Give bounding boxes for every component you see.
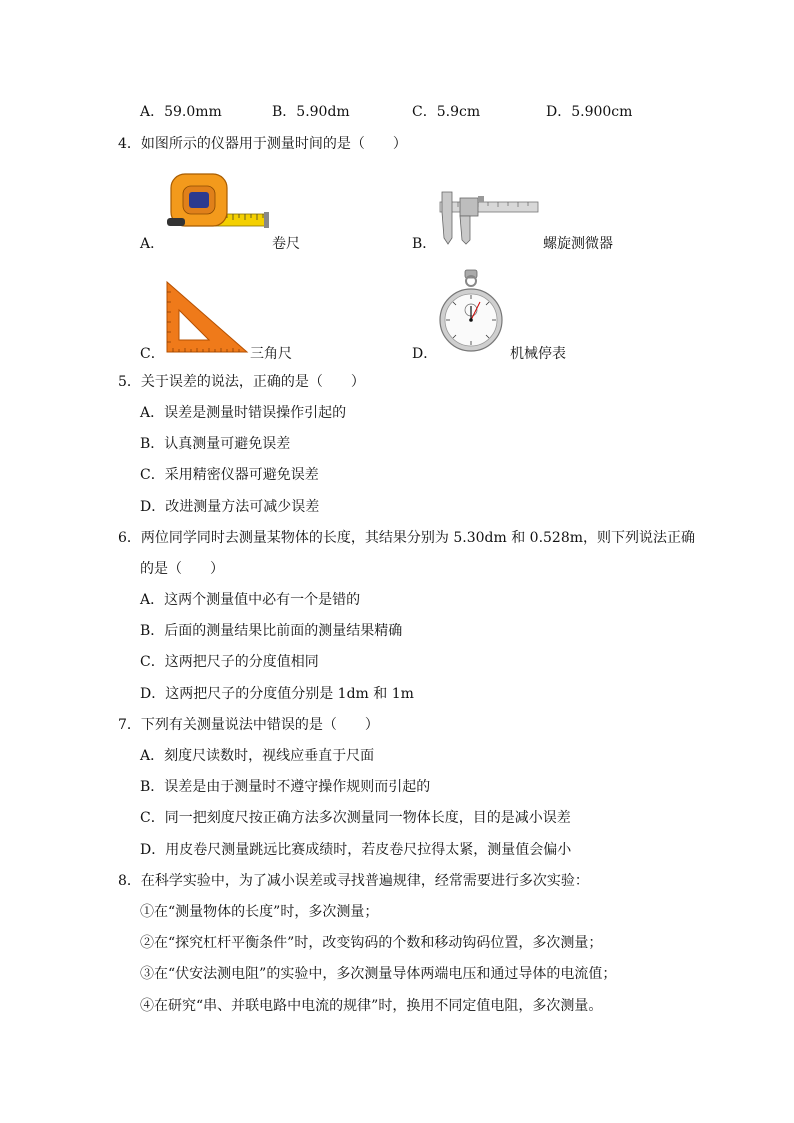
q8-item-3: ③在“伏安法测电阻”的实验中，多次测量导体两端电压和通过导体的电流值； (140, 966, 617, 982)
q5-option-b: B．认真测量可避免误差 (140, 436, 291, 452)
q7-option-a: A．刻度尺读数时，视线应垂直于尺面 (140, 748, 375, 764)
q6-stem-line1: 6．两位同学同时去测量某物体的长度，其结果分别为 5.30dm 和 0.528m，则下列说法正确 (118, 530, 696, 546)
q3-option-b: B．5.90dm (272, 104, 350, 120)
q5-option-c: C．采用精密仪器可避免误差 (140, 467, 319, 483)
q7-option-b: B．误差是由于测量时不遵守操作规则而引起的 (140, 779, 431, 795)
q4-option-a-caption: 卷尺 (272, 236, 300, 252)
q3-option-c: C．5.9cm (412, 104, 481, 120)
tape-measure-icon (165, 168, 270, 244)
q6-option-c: C．这两把尺子的分度值相同 (140, 654, 319, 670)
q4-stem: 4．如图所示的仪器用于测量时间的是（ ） (118, 136, 407, 152)
q4-option-b-letter: B． (412, 236, 437, 252)
triangle-ruler-icon (163, 278, 249, 356)
q5-option-d: D．改进测量方法可减少误差 (140, 499, 320, 515)
q6-option-d: D．这两把尺子的分度值分别是 1dm 和 1m (140, 686, 414, 702)
stopwatch-icon (438, 268, 504, 358)
q4-option-d-caption: 机械停表 (510, 346, 566, 362)
q8-item-4: ④在研究“串、并联电路中电流的规律”时，换用不同定值电阻，多次测量。 (140, 998, 603, 1014)
q4-option-b-caption: 螺旋测微器 (543, 236, 613, 252)
vernier-caliper-icon (438, 188, 540, 246)
q4-option-a-letter: A． (140, 236, 165, 252)
q4-option-d-letter: D． (412, 346, 438, 362)
q8-stem: 8．在科学实验中，为了减小误差或寻找普遍规律，经常需要进行多次实验： (118, 873, 589, 889)
q7-option-d: D．用皮卷尺测量跳远比赛成绩时，若皮卷尺拉得太紧，测量值会偏小 (140, 842, 572, 858)
q4-option-c-caption: 三角尺 (250, 346, 292, 362)
q7-option-c: C．同一把刻度尺按正确方法多次测量同一物体长度，目的是减小误差 (140, 810, 571, 826)
q6-stem-line2: 的是（ ） (140, 561, 224, 577)
q5-option-a: A．误差是测量时错误操作引起的 (140, 405, 347, 421)
q3-option-d: D．5.900cm (546, 104, 633, 120)
q6-option-b: B．后面的测量结果比前面的测量结果精确 (140, 623, 403, 639)
q6-option-a: A．这两个测量值中必有一个是错的 (140, 592, 361, 608)
q8-item-1: ①在“测量物体的长度”时，多次测量； (140, 904, 379, 920)
q8-item-2: ②在“探究杠杆平衡条件”时，改变钩码的个数和移动钩码位置，多次测量； (140, 935, 603, 951)
q7-stem: 7．下列有关测量说法中错误的是（ ） (118, 717, 379, 733)
q4-option-c-letter: C． (140, 346, 165, 362)
q5-stem: 5．关于误差的说法，正确的是（ ） (118, 374, 365, 390)
q3-option-a: A．59.0mm (140, 104, 222, 120)
